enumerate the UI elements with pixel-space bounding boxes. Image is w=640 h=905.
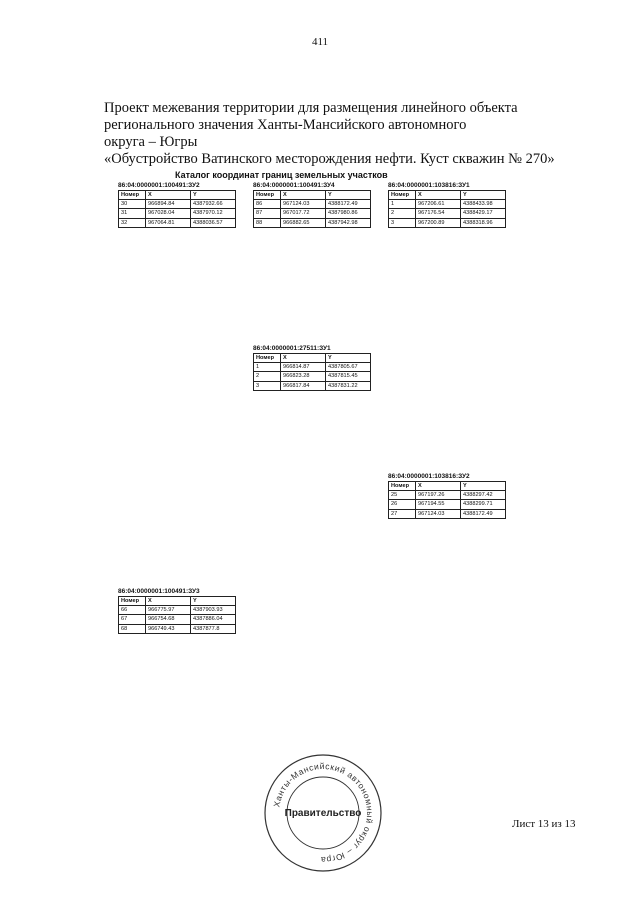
coordinates-table	[388, 481, 506, 519]
point-number: 66	[119, 606, 146, 615]
column-header-y: Y	[191, 191, 236, 200]
y-coordinate: 4387932.66	[191, 200, 236, 209]
column-header-y: Y	[191, 597, 236, 606]
y-coordinate: 4388433.98	[461, 200, 506, 209]
page-number: 411	[311, 36, 329, 48]
x-coordinate: 966749.43	[146, 624, 191, 633]
column-header-x: X	[281, 354, 326, 363]
x-coordinate: 967176.54	[416, 209, 461, 218]
parcel-block	[118, 588, 236, 634]
x-coordinate: 967206.61	[416, 200, 461, 209]
x-coordinate: 966814.87	[281, 363, 326, 372]
y-coordinate: 4388036.57	[191, 218, 236, 227]
column-header-y: Y	[461, 482, 506, 491]
column-header-y: Y	[461, 191, 506, 200]
table-row	[389, 209, 506, 218]
table-row	[389, 200, 506, 209]
coordinates-table	[118, 596, 236, 634]
table-header-row	[119, 597, 236, 606]
point-number: 3	[389, 218, 416, 227]
x-coordinate: 967028.04	[146, 209, 191, 218]
x-coordinate: 967017.72	[281, 209, 326, 218]
table-row	[119, 606, 236, 615]
x-coordinate: 967124.03	[281, 200, 326, 209]
y-coordinate: 4388299.71	[461, 500, 506, 509]
table-row	[254, 372, 371, 381]
table-row	[254, 209, 371, 218]
column-header-x: X	[281, 191, 326, 200]
y-coordinate: 4388172.49	[326, 200, 371, 209]
x-coordinate: 967200.89	[416, 218, 461, 227]
point-number: 32	[119, 218, 146, 227]
x-coordinate: 967064.81	[146, 218, 191, 227]
title-line-2: регионального значения Ханты-Мансийского автономного	[104, 117, 467, 133]
title-line-1: Проект межевания территории для размещения линейного объекта	[104, 100, 518, 116]
table-header-row	[119, 191, 236, 200]
point-number: 87	[254, 209, 281, 218]
y-coordinate: 4387805.67	[326, 363, 371, 372]
column-header-num: Номер	[389, 191, 416, 200]
point-number: 68	[119, 624, 146, 633]
column-header-num: Номер	[254, 354, 281, 363]
seal-center-text: Правительство	[284, 808, 362, 819]
x-coordinate: 966754.68	[146, 615, 191, 624]
table-row	[389, 509, 506, 518]
point-number: 2	[389, 209, 416, 218]
parcel-id: 86:04:0000001:100491:ЗУ4	[253, 182, 335, 189]
parcel-block	[118, 182, 236, 228]
table-row	[254, 381, 371, 390]
y-coordinate: 4387831.22	[326, 381, 371, 390]
column-header-num: Номер	[254, 191, 281, 200]
point-number: 31	[119, 209, 146, 218]
point-number: 3	[254, 381, 281, 390]
sheet-counter: Лист 13 из 13	[512, 818, 576, 830]
y-coordinate: 4387815.45	[326, 372, 371, 381]
parcel-id: 86:04:0000001:103816:ЗУ2	[388, 473, 470, 480]
table-header-row	[389, 482, 506, 491]
x-coordinate: 966823.28	[281, 372, 326, 381]
table-row	[254, 200, 371, 209]
y-coordinate: 4388429.17	[461, 209, 506, 218]
x-coordinate: 967124.03	[416, 509, 461, 518]
table-row	[119, 200, 236, 209]
x-coordinate: 967197.26	[416, 491, 461, 500]
x-coordinate: 966817.84	[281, 381, 326, 390]
parcel-block	[388, 473, 506, 519]
point-number: 1	[254, 363, 281, 372]
y-coordinate: 4387942.98	[326, 218, 371, 227]
coordinates-table	[388, 190, 506, 228]
coordinates-table	[253, 353, 371, 391]
seal-ring-text: Ханты-Мансийский автономный округ – Югра	[271, 760, 376, 866]
point-number: 88	[254, 218, 281, 227]
parcel-block	[253, 182, 371, 228]
point-number: 27	[389, 509, 416, 518]
parcel-block	[253, 345, 371, 391]
government-seal	[262, 752, 384, 874]
point-number: 86	[254, 200, 281, 209]
column-header-x: X	[146, 191, 191, 200]
table-row	[119, 218, 236, 227]
y-coordinate: 4388297.42	[461, 491, 506, 500]
column-header-num: Номер	[389, 482, 416, 491]
point-number: 25	[389, 491, 416, 500]
point-number: 2	[254, 372, 281, 381]
table-header-row	[254, 191, 371, 200]
point-number: 26	[389, 500, 416, 509]
table-row	[389, 218, 506, 227]
table-row	[119, 209, 236, 218]
y-coordinate: 4387886.04	[191, 615, 236, 624]
table-row	[119, 624, 236, 633]
point-number: 30	[119, 200, 146, 209]
table-header-row	[254, 354, 371, 363]
coordinates-table	[118, 190, 236, 228]
y-coordinate: 4387980.86	[326, 209, 371, 218]
parcel-id: 86:04:0000001:103816:ЗУ1	[388, 182, 470, 189]
x-coordinate: 966882.65	[281, 218, 326, 227]
table-row	[254, 218, 371, 227]
parcel-id: 86:04:0000001:100491:ЗУ3	[118, 588, 200, 595]
column-header-num: Номер	[119, 597, 146, 606]
column-header-x: X	[416, 191, 461, 200]
coordinates-table	[253, 190, 371, 228]
y-coordinate: 4387970.12	[191, 209, 236, 218]
column-header-x: X	[146, 597, 191, 606]
y-coordinate: 4388318.96	[461, 218, 506, 227]
x-coordinate: 966775.97	[146, 606, 191, 615]
parcel-id: 86:04:0000001:27511:ЗУ1	[253, 345, 331, 352]
column-header-y: Y	[326, 191, 371, 200]
column-header-num: Номер	[119, 191, 146, 200]
table-header-row	[389, 191, 506, 200]
table-row	[254, 363, 371, 372]
column-header-y: Y	[326, 354, 371, 363]
title-line-4: «Обустройство Ватинского месторождения нефти. Куст скважин № 270»	[104, 151, 555, 167]
point-number: 67	[119, 615, 146, 624]
parcel-id: 86:04:0000001:100491:ЗУ2	[118, 182, 200, 189]
parcel-block	[388, 182, 506, 228]
title-line-3: округа – Югры	[104, 134, 198, 150]
column-header-x: X	[416, 482, 461, 491]
table-row	[389, 491, 506, 500]
table-row	[389, 500, 506, 509]
y-coordinate: 4387903.93	[191, 606, 236, 615]
x-coordinate: 967194.55	[416, 500, 461, 509]
point-number: 1	[389, 200, 416, 209]
y-coordinate: 4387877.8	[191, 624, 236, 633]
catalog-caption: Каталог координат границ земельных участков	[175, 170, 388, 180]
y-coordinate: 4388172.49	[461, 509, 506, 518]
document-title	[104, 100, 584, 168]
table-row	[119, 615, 236, 624]
x-coordinate: 966894.84	[146, 200, 191, 209]
